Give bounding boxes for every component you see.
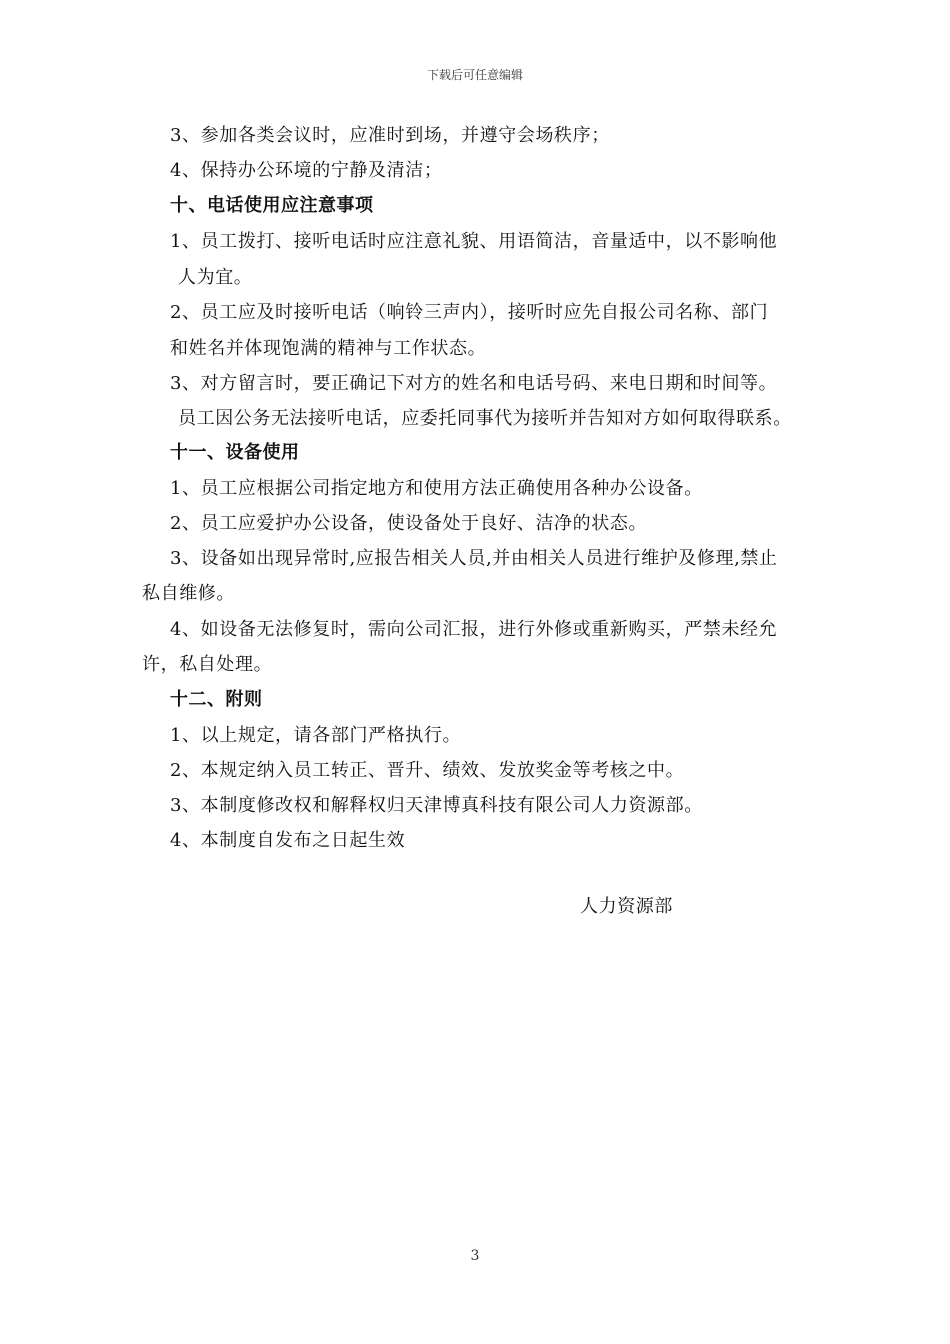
phone-rule-1: 1、员工拨打、接听电话时应注意礼貌、用语简洁，音量适中，以不影响他 xyxy=(170,231,778,252)
supplementary-rule-3: 3、本制度修改权和解释权归天津博真科技有限公司人力资源部。 xyxy=(170,795,703,816)
supplementary-rule-1: 1、以上规定，请各部门严格执行。 xyxy=(170,725,462,746)
equipment-rule-3-cont: 私自维修。 xyxy=(142,583,235,604)
equipment-rule-3: 3、设备如出现异常时,应报告相关人员,并由相关人员进行维护及修理,禁止 xyxy=(170,548,778,569)
equipment-rule-1: 1、员工应根据公司指定地方和使用方法正确使用各种办公设备。 xyxy=(170,478,703,499)
page-number: 3 xyxy=(470,1248,480,1264)
phone-rule-3-cont: 员工因公务无法接听电话，应委托同事代为接听并告知对方如何取得联系。 xyxy=(178,408,792,429)
phone-rule-2: 2、员工应及时接听电话（响铃三声内），接听时应先自报公司名称、部门 xyxy=(170,302,769,323)
section-heading-equipment: 十一、设备使用 xyxy=(170,442,300,463)
rule-office-quiet: 4、保持办公环境的宁静及清洁； xyxy=(170,160,443,181)
section-heading-phone: 十、电话使用应注意事项 xyxy=(170,195,374,216)
signature-department: 人力资源部 xyxy=(580,896,673,917)
supplementary-rule-2: 2、本规定纳入员工转正、晋升、绩效、发放奖金等考核之中。 xyxy=(170,760,685,781)
equipment-rule-4: 4、如设备无法修复时，需向公司汇报，进行外修或重新购买，严禁未经允 xyxy=(170,619,778,640)
section-heading-supplementary: 十二、附则 xyxy=(170,689,263,710)
phone-rule-3: 3、对方留言时，要正确记下对方的姓名和电话号码、来电日期和时间等。 xyxy=(170,373,778,394)
phone-rule-1-cont: 人为宜。 xyxy=(178,267,253,288)
page-header: 下载后可任意编辑 xyxy=(426,68,523,82)
equipment-rule-4-cont: 许，私自处理。 xyxy=(142,654,273,675)
equipment-rule-2: 2、员工应爱护办公设备，使设备处于良好、洁净的状态。 xyxy=(170,513,648,534)
phone-rule-2-cont: 和姓名并体现饱满的精神与工作状态。 xyxy=(170,338,487,359)
rule-meeting-punctuality: 3、参加各类会议时，应准时到场，并遵守会场秩序； xyxy=(170,125,610,146)
supplementary-rule-4: 4、本制度自发布之日起生效 xyxy=(170,830,406,851)
